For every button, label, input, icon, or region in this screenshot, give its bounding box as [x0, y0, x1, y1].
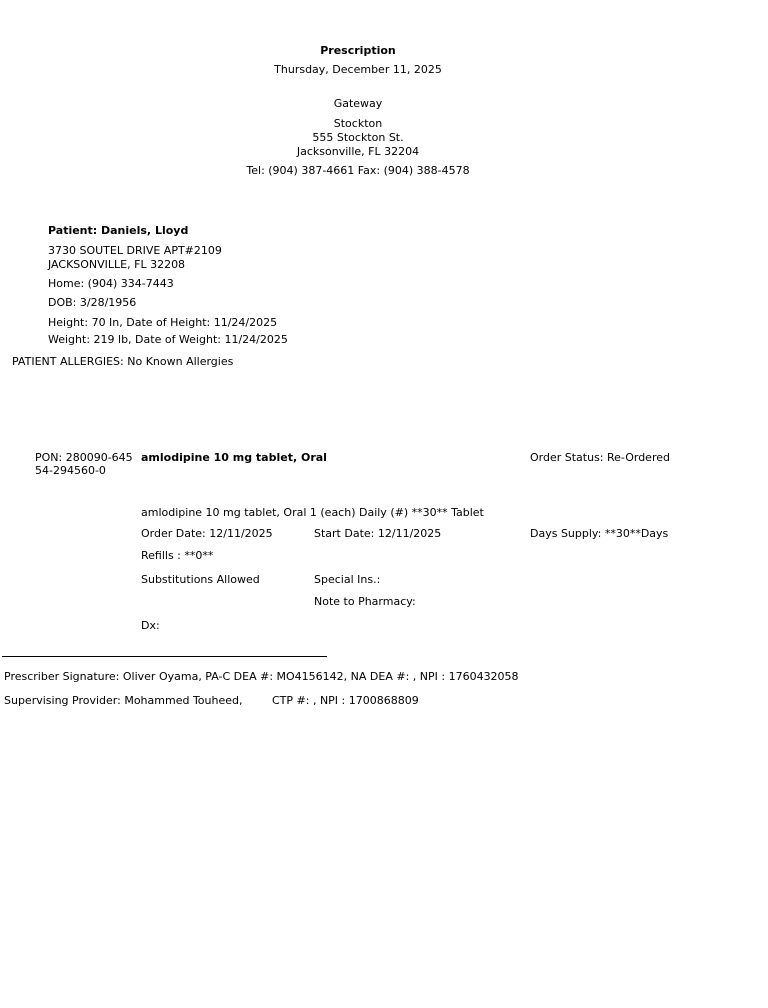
signature-line — [2, 656, 327, 657]
patient-weight: Weight: 219 lb, Date of Weight: 11/24/2025 — [48, 333, 288, 346]
facility-address-line1: 555 Stockton St. — [312, 131, 404, 144]
order-sig: amlodipine 10 mg tablet, Oral 1 (each) Daily (#) **30** Tablet — [141, 506, 484, 519]
refills: Refills : **0** — [141, 549, 214, 562]
drug-title: amlodipine 10 mg tablet, Oral — [141, 451, 327, 464]
patient-allergies: PATIENT ALLERGIES: No Known Allergies — [12, 355, 234, 368]
supervising-provider: Supervising Provider: Mohammed Touheed, — [4, 694, 243, 707]
days-supply: Days Supply: **30**Days — [530, 527, 669, 540]
prescriber-signature: Prescriber Signature: Oliver Oyama, PA-C DEA #: MO4156142, NA DEA #: , NPI : 1760432058 — [4, 670, 519, 683]
note-to-pharmacy: Note to Pharmacy: — [314, 595, 416, 608]
substitutions: Substitutions Allowed — [141, 573, 260, 586]
patient-address-line1: 3730 SOUTEL DRIVE APT#2109 — [48, 244, 222, 257]
facility-address-line2: Jacksonville, FL 32204 — [296, 145, 420, 158]
order-status: Order Status: Re-Ordered — [530, 451, 670, 464]
patient-dob: DOB: 3/28/1956 — [48, 296, 137, 309]
order-pon: PON: 280090-64554-294560-0 — [35, 451, 133, 477]
facility-name: Stockton — [333, 117, 383, 130]
special-instructions: Special Ins.: — [314, 573, 381, 586]
supervising-provider-ids: CTP #: , NPI : 1700868809 — [272, 694, 419, 707]
patient-home-phone: Home: (904) 334-7443 — [48, 277, 174, 290]
start-date: Start Date: 12/11/2025 — [314, 527, 442, 540]
facility-group: Gateway — [333, 97, 383, 110]
diagnosis: Dx: — [141, 619, 160, 632]
facility-contact: Tel: (904) 387-4661 Fax: (904) 388-4578 — [246, 164, 470, 177]
patient-name: Patient: Daniels, Lloyd — [48, 224, 189, 237]
patient-height: Height: 70 In, Date of Height: 11/24/2025 — [48, 316, 278, 329]
page-title: Prescription — [320, 44, 396, 57]
order-date: Order Date: 12/11/2025 — [141, 527, 273, 540]
patient-address-line2: JACKSONVILLE, FL 32208 — [48, 258, 186, 271]
print-date: Thursday, December 11, 2025 — [274, 63, 442, 76]
